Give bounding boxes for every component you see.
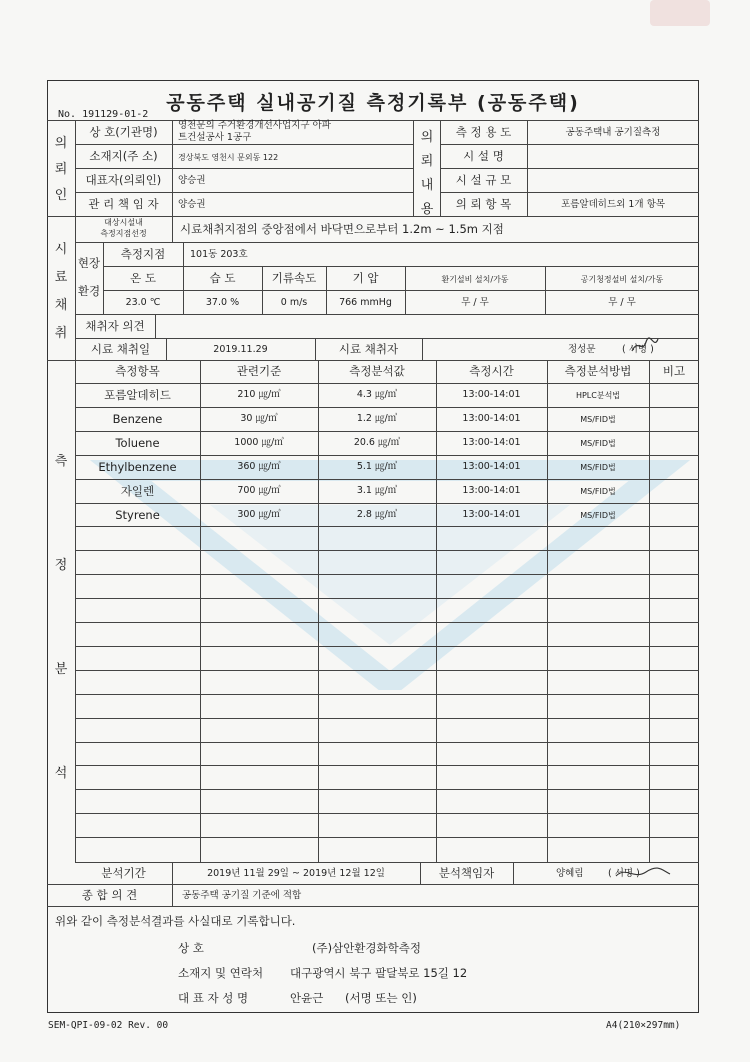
- env-value-humidity: 37.0 %: [205, 297, 240, 308]
- request-char-3: 내: [420, 178, 434, 193]
- analysis-header-standard: 관련기준: [236, 364, 282, 378]
- analysis-grid-line: [75, 646, 699, 647]
- analyst-name: 양혜림: [556, 868, 584, 879]
- analysis-header-time: 측정시간: [469, 364, 514, 378]
- sampling-char-4: 취: [54, 326, 68, 341]
- analysis-char-3: 분: [54, 662, 68, 677]
- representative-value: 양승권: [178, 175, 206, 186]
- scale-label: 시 설 규 모: [455, 173, 512, 187]
- analysis-char-1: 측: [54, 454, 68, 469]
- address-label: 소재지(주 소): [89, 149, 158, 163]
- declaration-text: 위와 같이 측정분석결과를 사실대로 기록합니다.: [55, 914, 296, 928]
- ceo-signature: (서명 또는 인): [345, 991, 417, 1005]
- env-value-airflow: 0 m/s: [280, 297, 308, 308]
- env-header-pressure: 기 압: [352, 271, 379, 285]
- analysis-standard: 1000 ㎍/㎥: [234, 436, 284, 448]
- requester-char-3: 인: [54, 188, 68, 203]
- env-header-ventilation: 환기설비 설치/가동: [441, 275, 509, 284]
- env-value-purifier: 무 / 무: [608, 297, 636, 308]
- items-value: 포름알데히드외 1개 항목: [561, 199, 665, 210]
- analyst-signature: ( 서명 ): [608, 868, 640, 879]
- requester-char-2: 뢰: [54, 162, 68, 177]
- analysis-grid-line: [75, 598, 699, 599]
- env-header-humidity: 습 도: [209, 271, 236, 285]
- analysis-grid-line: [75, 455, 699, 456]
- analysis-period-label: 분석기간: [101, 866, 146, 880]
- analysis-value: 5.1 ㎍/㎥: [356, 460, 398, 472]
- summary-value: 공동주택 공기질 기준에 적합: [182, 890, 302, 901]
- sampling-date-value: 2019.11.29: [213, 344, 268, 355]
- analysis-header-value: 측정분석값: [349, 364, 405, 378]
- requester-char-1: 의: [54, 136, 68, 151]
- analysis-grid-line: [75, 694, 699, 695]
- company-name-line2: 트건설공사 1공구: [178, 132, 252, 143]
- analysis-header-method: 측정분석방법: [564, 364, 632, 378]
- analysis-grid-line: [75, 742, 699, 743]
- analysis-standard: 360 ㎍/㎥: [237, 460, 281, 472]
- form-code: SEM-QPI-09-02 Rev. 00: [48, 1020, 169, 1031]
- analysis-grid-line: [75, 574, 699, 575]
- analysis-value: 1.2 ㎍/㎥: [356, 412, 398, 424]
- analysis-grid-line: [75, 622, 699, 623]
- point-selection-value: 시료채취지점의 중앙점에서 바닥면으로부터 1.2m ~ 1.5m 지점: [180, 222, 504, 236]
- analysis-item: Ethylbenzene: [98, 459, 177, 474]
- analysis-method: HPLC분석법: [575, 391, 621, 400]
- analysis-value: 4.3 ㎍/㎥: [356, 389, 398, 400]
- analysis-grid-line: [75, 765, 699, 766]
- sampling-char-1: 시: [54, 242, 68, 257]
- env-value-temp: 23.0 ℃: [125, 297, 161, 308]
- analysis-grid-line: [75, 407, 699, 408]
- analysis-grid-line: [75, 789, 699, 790]
- sampling-char-3: 채: [54, 298, 68, 313]
- sampler-signature: ( 서명 ): [622, 344, 654, 355]
- analysis-period-value: 2019년 11월 29일 ~ 2019년 12월 12일: [207, 868, 385, 879]
- analysis-item: 포름알데히드: [104, 388, 171, 402]
- company-name-line1: 영천문의 주거환경개선사업지구 아파: [178, 120, 331, 131]
- sampling-date-label: 시료 채취일: [90, 342, 151, 356]
- items-label: 의 뢰 항 목: [455, 197, 512, 211]
- top-stamp-mark: [650, 0, 710, 26]
- purpose-label: 측 정 용 도: [455, 125, 512, 139]
- env-header-purifier: 공기청정설비 설치/가동: [580, 275, 664, 284]
- contact-value: 대구광역시 북구 팔달북로 15길 12: [290, 966, 468, 980]
- analysis-grid-line: [75, 383, 699, 384]
- analysis-item: 자일렌: [120, 483, 155, 498]
- request-char-2: 뢰: [420, 154, 434, 169]
- analysis-time: 13:00-14:01: [462, 436, 521, 448]
- analysis-time: 13:00-14:01: [462, 389, 521, 400]
- analysis-grid-line: [75, 837, 699, 838]
- page-title: 공동주택 실내공기질 측정기록부 (공동주택): [166, 92, 580, 114]
- analysis-time: 13:00-14:01: [462, 412, 521, 424]
- analysis-header-item: 측정항목: [115, 364, 160, 378]
- analysis-grid-line: [75, 431, 699, 432]
- analysis-method: MS/FID법: [580, 510, 616, 520]
- facility-label: 시 설 명: [463, 149, 504, 163]
- analysis-time: 13:00-14:01: [462, 460, 521, 472]
- analysis-time: 13:00-14:01: [462, 484, 521, 496]
- analysis-value: 20.6 ㎍/㎥: [353, 436, 401, 448]
- request-char-4: 용: [420, 202, 434, 217]
- analysis-grid-line: [75, 813, 699, 814]
- company-label: 상 호: [178, 941, 204, 955]
- analysis-value: 2.8 ㎍/㎥: [356, 508, 398, 520]
- manager-value: 양승권: [178, 199, 206, 210]
- analysis-standard: 30 ㎍/㎥: [240, 412, 278, 424]
- sampler-label: 시료 채취자: [338, 342, 399, 356]
- analysis-header-note: 비고: [662, 364, 686, 378]
- sampler-name: 정성문: [568, 344, 596, 355]
- analysis-char-4: 석: [54, 766, 68, 781]
- representative-label: 대표자(의뢰인): [85, 173, 162, 187]
- analyst-signature-scribble: [612, 862, 672, 884]
- point-selection-label-1: 대상시설내: [104, 218, 143, 227]
- sampling-char-2: 료: [54, 270, 68, 285]
- company-name-label: 상 호(기관명): [89, 125, 158, 139]
- measure-point-value: 101동 203호: [190, 249, 248, 260]
- analysis-method: MS/FID법: [580, 486, 616, 496]
- point-selection-label-2: 측정지점선정: [100, 229, 147, 238]
- measure-point-label: 측정지점: [120, 247, 166, 261]
- env-value-pressure: 766 mmHg: [339, 297, 392, 308]
- address-value: 경상북도 영천시 문외동 122: [178, 153, 279, 162]
- analysis-grid-line: [75, 670, 699, 671]
- analysis-grid-line: [75, 526, 699, 527]
- ceo-label: 대 표 자 성 명: [178, 991, 249, 1005]
- summary-label: 종 합 의 견: [81, 888, 138, 902]
- paper-size: A4(210×297mm): [606, 1020, 681, 1031]
- analyst-label: 분석책임자: [438, 866, 495, 880]
- analysis-method: MS/FID법: [580, 462, 616, 472]
- company-value: (주)삼안환경화학측정: [312, 941, 421, 955]
- analysis-grid-line: [75, 479, 699, 480]
- analysis-item: Styrene: [115, 507, 160, 522]
- purpose-value: 공동주택내 공기질측정: [565, 127, 661, 138]
- document-number: No. 191129-01-2: [58, 109, 149, 120]
- sampler-opinion-label: 채취자 의견: [85, 319, 145, 333]
- site-env-label-1: 현장: [77, 256, 101, 270]
- analysis-method: MS/FID법: [580, 414, 616, 424]
- analysis-grid-line: [75, 718, 699, 719]
- manager-label: 관 리 책 임 자: [88, 197, 159, 211]
- site-env-label-2: 환경: [77, 284, 101, 298]
- request-char-1: 의: [420, 130, 434, 145]
- env-header-temp: 온 도: [130, 271, 156, 285]
- analysis-time: 13:00-14:01: [462, 508, 521, 520]
- analysis-standard: 700 ㎍/㎥: [237, 484, 281, 496]
- contact-label: 소재지 및 연락처: [178, 966, 264, 980]
- analysis-method: MS/FID법: [580, 438, 616, 448]
- analysis-item: Toluene: [115, 435, 160, 450]
- analysis-value: 3.1 ㎍/㎥: [356, 484, 398, 496]
- ceo-name: 안윤근: [290, 991, 324, 1005]
- analysis-standard: 300 ㎍/㎥: [237, 508, 281, 520]
- analysis-standard: 210 ㎍/㎥: [237, 389, 281, 400]
- env-header-airflow: 기류속도: [271, 271, 317, 285]
- analysis-item: Benzene: [112, 411, 163, 426]
- analysis-char-2: 정: [54, 558, 68, 573]
- analysis-grid-line: [75, 550, 699, 551]
- env-value-ventilation: 무 / 무: [461, 297, 489, 308]
- sampler-signature-scribble: [630, 336, 660, 356]
- analysis-grid-line: [75, 503, 699, 504]
